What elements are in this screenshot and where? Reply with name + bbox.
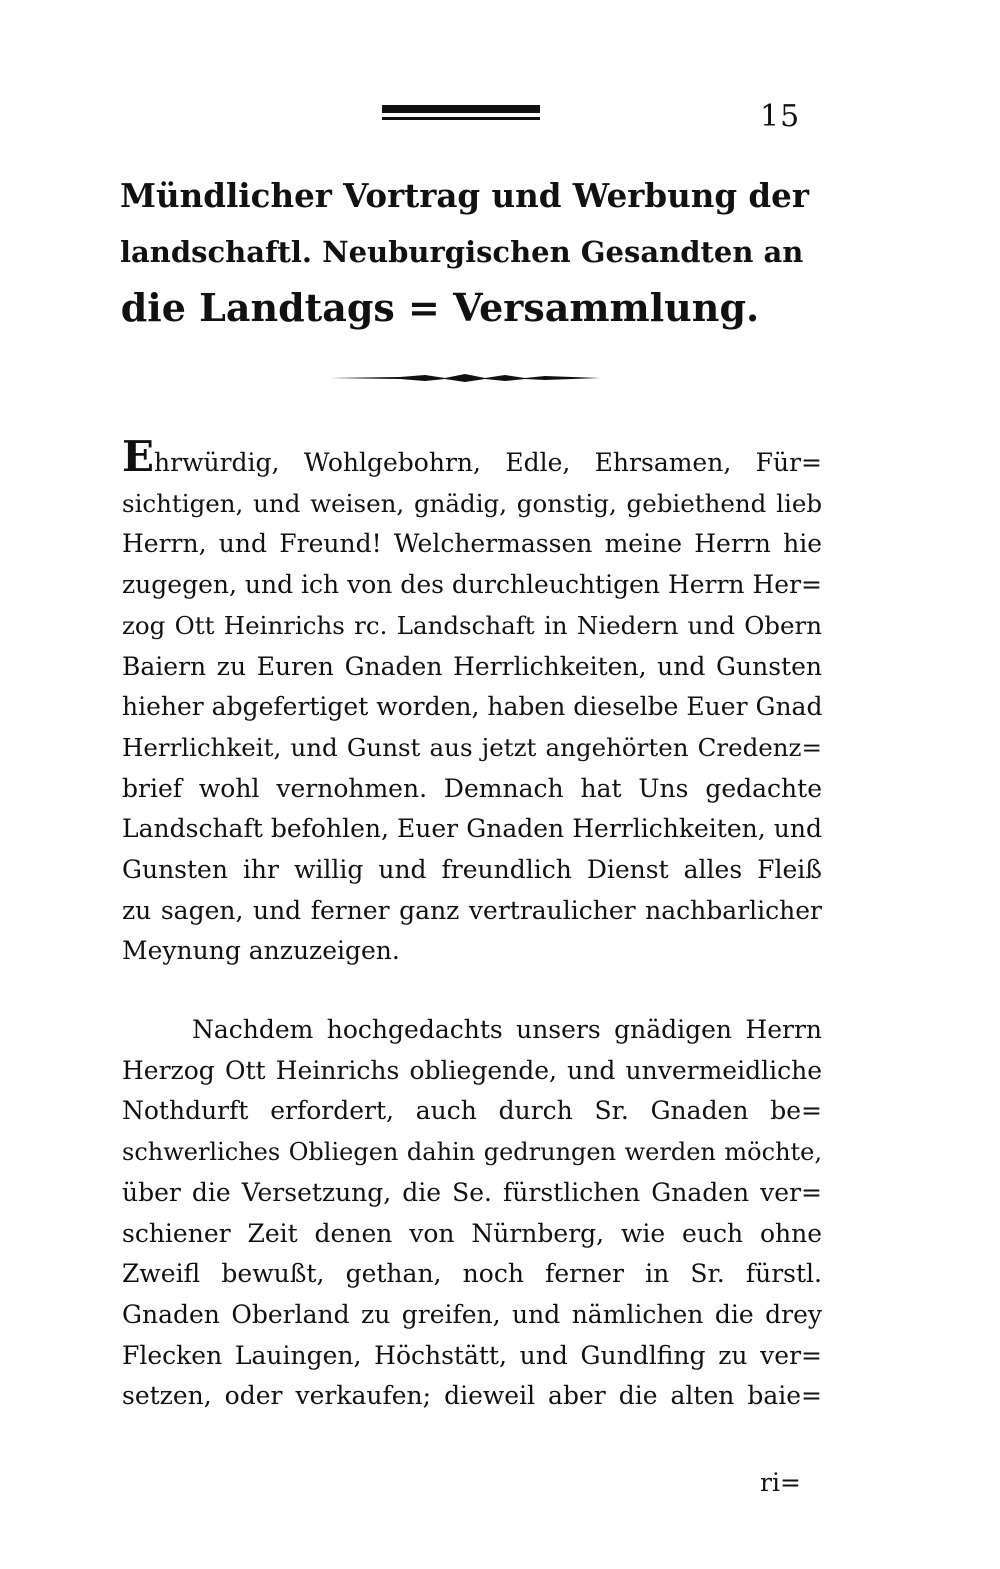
paragraph-2 [122, 1010, 822, 1417]
header-rule [382, 105, 540, 120]
text-line: zu sagen, und ferner ganz vertraulicher nachbarlicher [122, 895, 822, 925]
text-line: Herzog Ott Heinrichs obliegende, und unvermeidliche [122, 1055, 822, 1085]
text-line: Nothdurft erfordert, auch durch Sr. Gnaden be= [122, 1096, 822, 1126]
text-line: brief wohl vernohmen. Demnach hat Uns gedachte [122, 773, 822, 803]
header-rule-thick [382, 105, 540, 113]
text-line: Nachdem hochgedachts unsers gnädigen Herrn [192, 1015, 822, 1044]
text-line: hieher abgefertiget worden, haben dieselbe Euer Gnad [122, 692, 823, 722]
text-line: Landschaft befohlen, Euer Gnaden Herrlichkeiten, und [122, 814, 822, 844]
title-line: landschaftl. Neuburgischen Gesandten an [120, 235, 804, 269]
drop-cap: E [122, 432, 155, 481]
title-line: Mündlicher Vortrag und Werbung der [120, 176, 809, 215]
text-line: schwerliches Obliegen dahin gedrungen werden möchte, [122, 1138, 822, 1167]
text-line: zugegen, und ich von des durchleuchtigen Herrn Her= [122, 570, 822, 600]
text-line: Gunsten ihr willig und freundlich Dienst alles Fleiß [122, 855, 822, 885]
text-line: über die Versetzung, die Se. fürstlichen Gnaden ver= [122, 1177, 822, 1207]
header-rule-thin [382, 117, 540, 120]
text-line: setzen, oder verkaufen; dieweil aber die alten baie= [122, 1381, 822, 1411]
text-line: zog Ott Heinrichs rc. Landschaft in Niedern und Obern [122, 610, 822, 640]
text-line: Zweifl bewußt, gethan, noch ferner in Sr. fürstl. [122, 1259, 822, 1289]
decorative-rule-ornament [330, 370, 600, 386]
text-line-rest: hrwürdig, Wohlgebohrn, Edle, Ehrsamen, Für= [154, 448, 822, 477]
text-line: Meynung anzuzeigen. [122, 936, 400, 966]
text-line: schiener Zeit denen von Nürnberg, wie euch ohne [122, 1218, 822, 1248]
text-line: Herrlichkeit, und Gunst aus jetzt angehörten Credenz= [122, 732, 822, 762]
text-line: Gnaden Oberland zu greifen, und nämlichen die drey [122, 1299, 822, 1329]
paragraph-1 [122, 432, 823, 972]
page-number: 15 [760, 99, 801, 134]
text-line [122, 432, 822, 484]
text-line: sichtigen, und weisen, gnädig, gonstig, gebiethend lieb [122, 488, 822, 518]
title-line: die Landtags = Versammlung. [120, 285, 760, 330]
text-line: Herrn, und Freund! Welchermassen meine Herrn hie [122, 529, 822, 559]
chapter-title [110, 168, 810, 336]
text-line: Baiern zu Euren Gnaden Herrlichkeiten, und Gunsten [122, 651, 822, 681]
catchword: ri= [760, 1468, 801, 1497]
text-line: Flecken Lauingen, Höchstätt, und Gundlfing zu ver= [122, 1340, 822, 1370]
